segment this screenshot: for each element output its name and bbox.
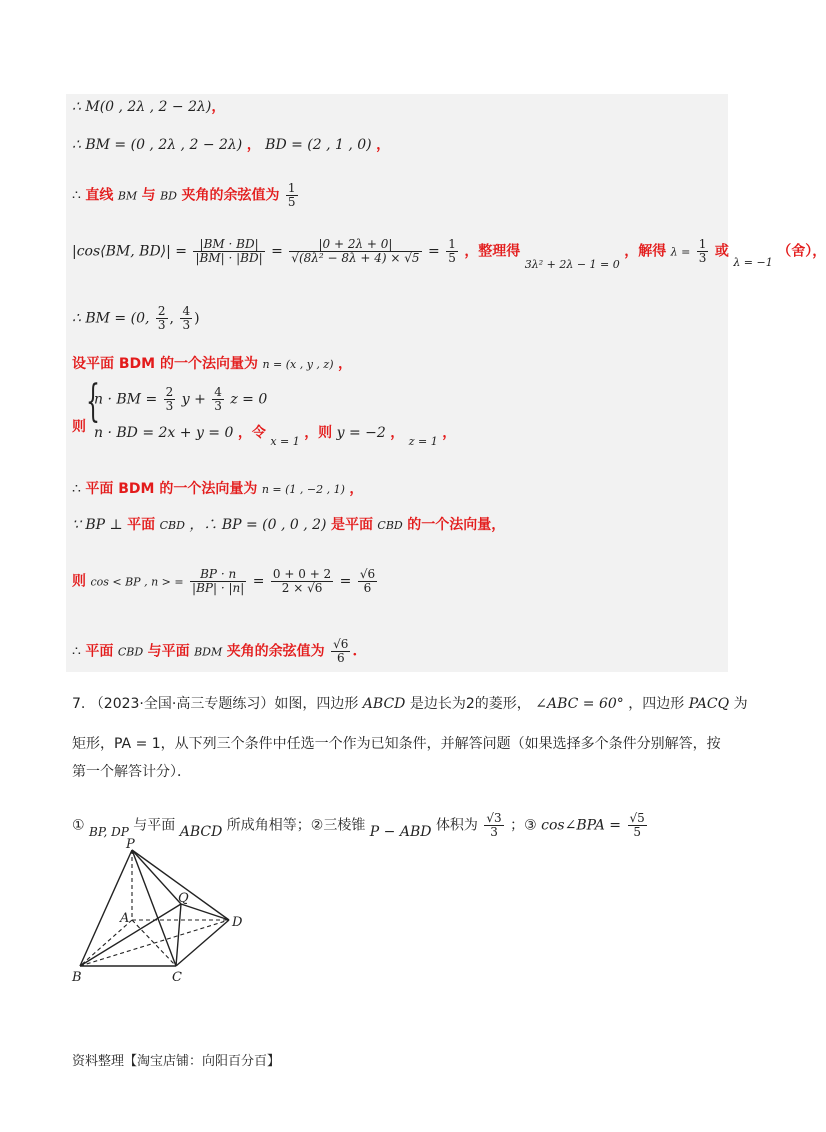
text-and: 与 [141,187,156,204]
fraction-root5-over-5: $\frac{√5}{5}$ [629,811,645,839]
eq1-end: z = 0 [230,391,268,408]
question-rhombus: 是边长为2的菱形， [409,696,531,712]
solution-line-10 [72,568,379,595]
normal-vector-n: n = (x , y , z) [262,358,334,371]
cos-bp-n: cos < BP , n > = [90,575,184,589]
text-is-plane: 是平面 [330,517,373,533]
text-or: 或 [714,243,729,260]
z-value: z = 1 [408,435,438,448]
point-m: ∴ M(0 , 2λ , 2 − 2λ) [72,99,212,115]
text-equal-angles: 所成角相等；②三棱锥 [226,817,366,834]
solution-line-2: ∴ BM = (0 , 2λ , 2 − 2λ) ， BD = (2 , 1 , 0) ， [72,137,391,153]
text-then-2: ，则 [304,425,333,441]
label-b: B [72,970,82,985]
label-q: Q [178,891,189,906]
text-plane: 平面 [85,643,114,660]
text-let: ，令 [237,425,266,441]
text-and-plane: 与平面 [147,643,190,660]
fraction-bp-n: $\frac{BP \cdot n}{|BP| \cdot |n|}$ [192,567,245,595]
label-bm: BM [117,189,138,203]
plane-abcd: ABCD [179,823,223,840]
vector-bm: ∴ BM = (0 , 2λ , 2 − 2λ) [72,137,243,153]
lambda-value-2: λ = −1 [733,255,773,269]
edge-pb [80,850,132,966]
vector-bd: BD = (2 , 1 , 0) [265,137,372,153]
circle-three: ；③ [510,817,537,834]
text-then: 则 [72,419,86,435]
question-line-3: 第一个解答计分）． [72,764,191,780]
fraction-one-fifth: $\frac{1}{5}$ [287,181,296,209]
because-bp-perp: ∵ BP ⊥ [72,517,123,533]
label-a: A [120,911,130,926]
circle-one: ① [72,817,85,834]
edge-bd [80,920,229,966]
question-is: 为 [733,696,748,712]
text-simplify: ，整理得 [464,243,521,260]
edge-ab [80,920,132,966]
eq1-mid: y + [181,391,206,408]
vector-bm-result: ∴ BM = (0, [72,310,150,327]
question-quad: ，四边形 [628,696,685,712]
lines-bp-dp: BP, DP [89,824,129,839]
edge-cd [176,920,229,966]
comma: ， [337,356,352,372]
solution-line-5: ∴ BM = (0, $\frac{2}{3}$ , $\frac{4}{3}$ ) [72,304,200,332]
label-p: P [126,837,135,852]
therefore-symbol: ∴ [72,643,81,660]
angle-abc: ∠ABC = 60° [535,696,624,712]
plane-cbd: CBD [117,645,144,659]
question-line-2: 矩形，PA = 1，从下列三个条件中任选一个作为已知条件，并解答问题（如果选择多个条件分别解答，按 [72,736,721,752]
fraction-four-thirds: $\frac{4}{3}$ [182,304,191,332]
fraction-root6-over-6: $\frac{√6}{6}$ [359,567,376,595]
text-discard: （舍）， [777,243,826,260]
solution-line-4 [72,237,826,271]
text-plane: 平面 [127,517,156,533]
equals-sign: = [339,573,352,590]
text-solve: ，解得 [624,243,667,260]
x-value: x = 1 [270,435,300,448]
label-d: D [232,915,243,930]
geometry-figure [66,838,256,988]
therefore-symbol: ∴ [72,187,81,204]
fraction-lambda: $\frac{|0 + 2\lambda + 0|}{\text{√(8λ² − 8λ + 4) × √5}}$ [291,237,420,265]
fraction-four-thirds: $\frac{4}{3}$ [214,385,222,413]
question-line-1 [72,694,748,714]
text-line: 直线 [85,187,114,204]
equals-sign: = [252,573,265,590]
fraction-two-thirds: $\frac{2}{3}$ [165,385,174,413]
system-eq-2: n · BD = 2x + y = 0 ，令 $_{x = 1}$ ，则 y = −2 ， $_{z = 1}$ ， [94,425,457,448]
plane-bdm: BDM [194,645,223,659]
cos-bpa: cos∠BPA = [541,817,622,834]
text-normal-of-plane: 的一个法向量， [407,517,506,533]
system-eq-1 [94,386,267,413]
fraction-two-thirds: $\frac{2}{3}$ [157,304,166,332]
question-intro: 7. （2023·全国·高三专题练习）如图，四边形 [72,696,359,712]
text-normal-vector: 设平面 BDM 的一个法向量为 [72,356,258,372]
label-bd: BD [160,189,177,203]
text-with-plane: 与平面 [133,817,176,834]
solution-line-6 [72,355,352,374]
system-label [72,418,86,436]
solution-line-3 [72,182,300,209]
equals-sign: = [428,243,440,260]
eq1-lhs: n · BM = [94,391,158,408]
text-then: 则 [72,573,86,590]
edge-qd [181,904,229,920]
fraction-one-fifth: $\frac{1}{5}$ [448,237,456,265]
fraction-two-over-root6: $\frac{0 + 0 + 2}{2 \times √6}$ [272,567,332,595]
edge-pq [132,850,181,904]
quad-abcd: ABCD [362,696,406,712]
therefore-symbol: ∴ [72,481,81,497]
text-normal-vector-result: 平面 BDM 的一个法向量为 [85,481,258,497]
equals-sign: = [271,243,283,260]
fraction-one-third: $\frac{1}{3}$ [698,237,707,265]
plane-cbd: CBD [159,519,185,532]
text-volume: 体积为 [435,817,478,834]
edge-pc [132,850,176,966]
footer-text: 资料整理【淘宝店铺：向阳百分百】 [72,1054,281,1069]
label-c: C [172,970,182,985]
plane-cbd-2: CBD [377,519,403,532]
edge-qc [176,904,181,966]
edge-qb [80,904,181,966]
quad-pacq: PACQ [688,696,730,712]
normal-vector-result: n = (1 , −2 , 1) [261,483,345,496]
quadratic-equation: 3λ² + 2λ − 1 = 0 [524,257,620,271]
vector-bp: ，∴ BP = (0 , 0 , 2) [189,517,327,533]
fraction-dot-product: $\frac{|BM \cdot BD|}{|BM| \cdot |BD|}$ [195,237,263,265]
solution-line-9 [72,516,505,535]
abs-cos: |cos⟨BM, BD⟩| = [72,243,188,260]
lambda-value: λ = [670,245,691,259]
left-brace: { [86,376,100,427]
fraction-root6-over-6: $\frac{√6}{6}$ [333,637,349,665]
solution-line-8: ∴ 平面 BDM 的一个法向量为 n = (1 , −2 , 1) ， [72,481,364,497]
y-value: y = −2 [336,425,386,441]
pyramid-p-abd: P − ABD [369,823,432,840]
fraction-root3-over-3: $\frac{√3}{3}$ [486,811,502,839]
eq2: n · BD = 2x + y = 0 [94,425,234,441]
text-cosine-result: 夹角的余弦值为 [226,643,325,660]
solution-line-11: ∴ 平面 CBD 与平面 BDM 夹角的余弦值为 $\frac{√6}{6}$ . [72,637,358,665]
text-cosine: 夹角的余弦值为 [181,187,280,204]
solution-line-1: ∴ M(0 , 2λ , 2 − 2λ)， [72,99,226,115]
question-conditions [72,812,649,839]
